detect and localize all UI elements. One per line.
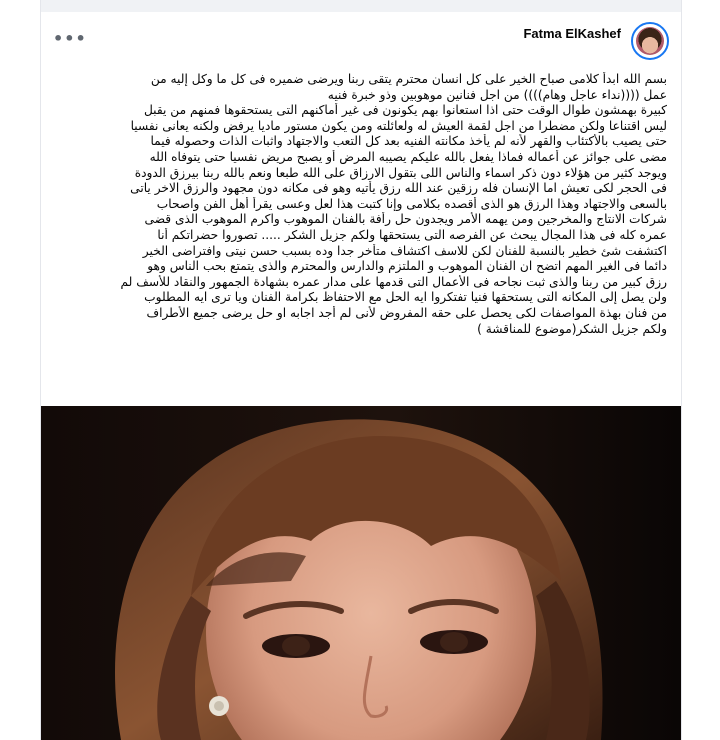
- post-text-line: عمل ((((نداء عاجل وهام)))) من اجل فنانين موهوبين وذو خبرة فنيه: [327, 87, 667, 102]
- top-divider: [41, 0, 681, 12]
- author-name[interactable]: Fatma ElKashef: [523, 26, 621, 41]
- post-text-line: فى الحجر لكى تعيش اما الإنسان فله رزقين عند الله رزق يأتيه وهو فى مكانه دون مجهود والرزق الاخر ياتى: [130, 181, 667, 196]
- post-text-line: ويوجد كثير من هؤلاء دون ذكر اسماء والناس اللى بتقول الارزاق على الله طبعا ونعم بالله ربنا بيرزق الدودة: [134, 165, 667, 180]
- post-text-line: دائما فى الغير المهم اتضح ان الفنان الموهوب و الملتزم والدارس والمحترم والذى يتمتع بحب الناس وهو: [147, 259, 667, 274]
- post-text-line: بسم الله ابدأ كلامى صباح الخير على كل انسان محترم يتقى ربنا ويرضى ضميره فى كل ما وكل إليه من: [150, 72, 667, 86]
- post-header: [41, 12, 681, 72]
- post-text-line: مضى على جوائز عن أعماله فماذا يفعل بالله عليكم يصيبه المرض أو يصبح مريض نفسيا حتى يتوفاه الله: [149, 149, 667, 164]
- post-text-line: شركات الانتاج والمخرجين ومن يهمه الأمر ويجدون حل رأفة بالفنان الموهوب واكرم الموهوب الذى قضى: [144, 212, 667, 227]
- post-body-text: [41, 72, 681, 392]
- avatar-image: [636, 27, 664, 55]
- post-text-line: اكتشفت شئ خطير بالنسبة للفنان لكن للاسف اكتشاف متأخر جدا وده بسبب حسن نيتى وافتراضى الخير: [142, 243, 667, 258]
- post-text-line: حتى يصيب بالأكتئاب والقهر لأنه لم يأخذ مكانته الفنيه بعد كل التعب والاجتهاد واثبات الذات وحصوله فيما: [150, 134, 667, 149]
- more-options-icon[interactable]: •••: [53, 29, 87, 48]
- post-text-line: بالسعى والاجتهاد وهذا الرزق هو الذى أقصده بكلامى وإنا كتبت هذا لعل وعسى يقرأ أهل الفن واصحاب: [156, 196, 667, 211]
- facebook-post-card: [40, 0, 682, 740]
- portrait-image: [41, 406, 681, 740]
- post-text-line: من فنان بهذة المواصفات لكى يحصل على حقه المفروض لأنى لم أجد اجابه او حل يرضى جميع الأطراف: [146, 305, 667, 320]
- post-photo[interactable]: [41, 406, 681, 740]
- author-avatar[interactable]: [631, 22, 669, 60]
- post-text-line: كبيرة بهمشون طوال الوقت حتى اذا استعانوا بهم يكونون فى غير أماكنهم التى يستحقوها فمنهم من يقبل: [143, 103, 667, 118]
- post-text-line: ولكم جزيل الشكر(موضوع للمناقشة ): [477, 321, 667, 336]
- post-text-line: رزق كبير من ربنا والذى ثبت نجاحه فى الأعمال التى قدمها على مدار عمره بشهادة الجمهور والنقاد للأسف لم: [120, 274, 667, 289]
- post-text-line: عمره كله فى هذا المجال يبحث عن الفرصه التى يستحقها ولكم جزيل الشكر ..... تصوروا حضراتكم أنا: [157, 227, 667, 242]
- post-text-line: ليس اقتناعا ولكن مضطرا من اجل لقمة العيش له ولعائلته ومن يكون مستور ماديا يرفض ولكنه يعانى نفسيا: [130, 118, 667, 133]
- post-text-line: ولن يصل إلى المكانه التى يستحقها فنيا تفتكروا ايه الحل مع الاحتفاظ بكرامة الفنان ويا ترى ايه المطلوب: [144, 290, 667, 305]
